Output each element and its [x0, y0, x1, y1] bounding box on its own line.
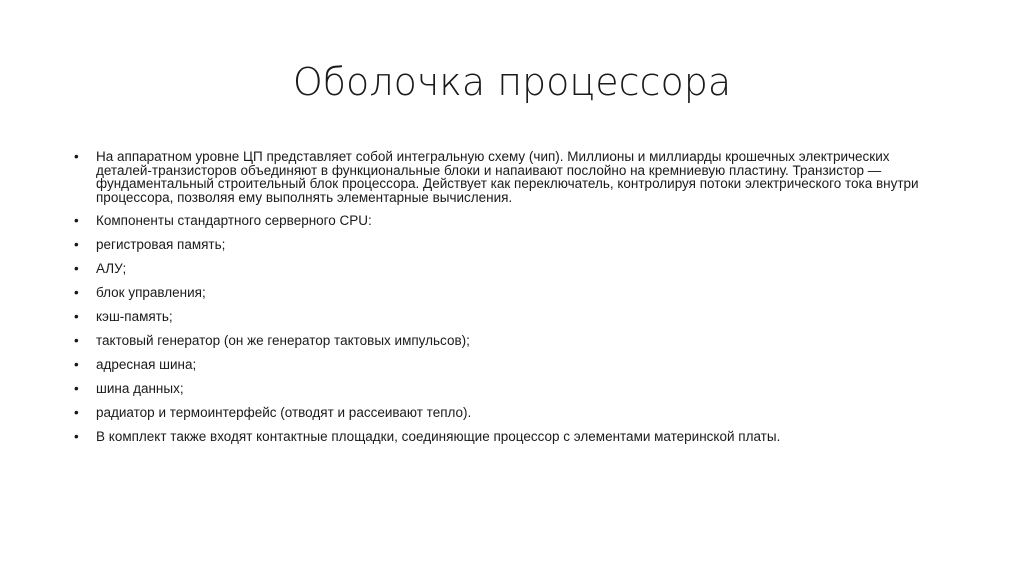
- bullet-dot-icon: •: [74, 333, 79, 349]
- bullet-text: В комплект также входят контактные площадки, соединяющие процессор с элементами материнской платы.: [96, 429, 781, 445]
- bullet-dot-icon: •: [74, 285, 79, 301]
- bullet-dot-icon: •: [74, 213, 79, 229]
- bullet-item: [74, 309, 934, 325]
- bullet-text: кэш-память;: [96, 309, 173, 325]
- bullet-item: [74, 381, 934, 397]
- bullet-dot-icon: •: [74, 429, 79, 445]
- bullet-item: [74, 333, 934, 349]
- bullet-text: адресная шина;: [96, 357, 197, 373]
- bullet-dot-icon: •: [74, 309, 79, 325]
- bullet-item: [74, 213, 934, 229]
- bullet-item: [74, 261, 934, 277]
- bullet-text: Компоненты стандартного серверного CPU:: [96, 213, 372, 229]
- slide-title: Оболочка процессора: [292, 60, 732, 104]
- bullet-dot-icon: •: [74, 261, 79, 277]
- bullet-dot-icon: •: [74, 405, 79, 421]
- bullet-dot-icon: •: [74, 381, 79, 397]
- bullet-item: [74, 237, 934, 253]
- bullet-text: шина данных;: [96, 381, 184, 397]
- bullet-text: тактовый генератор (он же генератор тактовых импульсов);: [96, 333, 470, 349]
- bullet-item: [74, 405, 934, 421]
- bullet-text: регистровая память;: [96, 237, 226, 253]
- bullet-text: АЛУ;: [96, 261, 127, 277]
- bullet-text: На аппаратном уровне ЦП представляет собой интегральную схему (чип). Миллионы и миллиарды крошечных электрических деталей-транзисторов объединяют в функциональные блоки и напаивают послойно на кремниевую пластину. Транзистор — фундаментальный строительный блок процессора. Действует как переключатель, контролируя потоки электрического тока внутри процессора, позволяя ему выполнять элементарные вычисления.: [96, 149, 919, 205]
- bullet-dot-icon: •: [74, 237, 79, 253]
- bullet-text: радиатор и термоинтерфейс (отводят и рассеивают тепло).: [96, 405, 472, 421]
- bullet-item: [74, 150, 934, 204]
- bullet-item: [74, 285, 934, 301]
- bullet-dot-icon: •: [74, 149, 79, 164]
- bullet-dot-icon: •: [74, 357, 79, 373]
- bullet-text: блок управления;: [96, 285, 206, 301]
- bullet-list: [74, 150, 934, 453]
- bullet-item: [74, 357, 934, 373]
- bullet-item: [74, 429, 934, 445]
